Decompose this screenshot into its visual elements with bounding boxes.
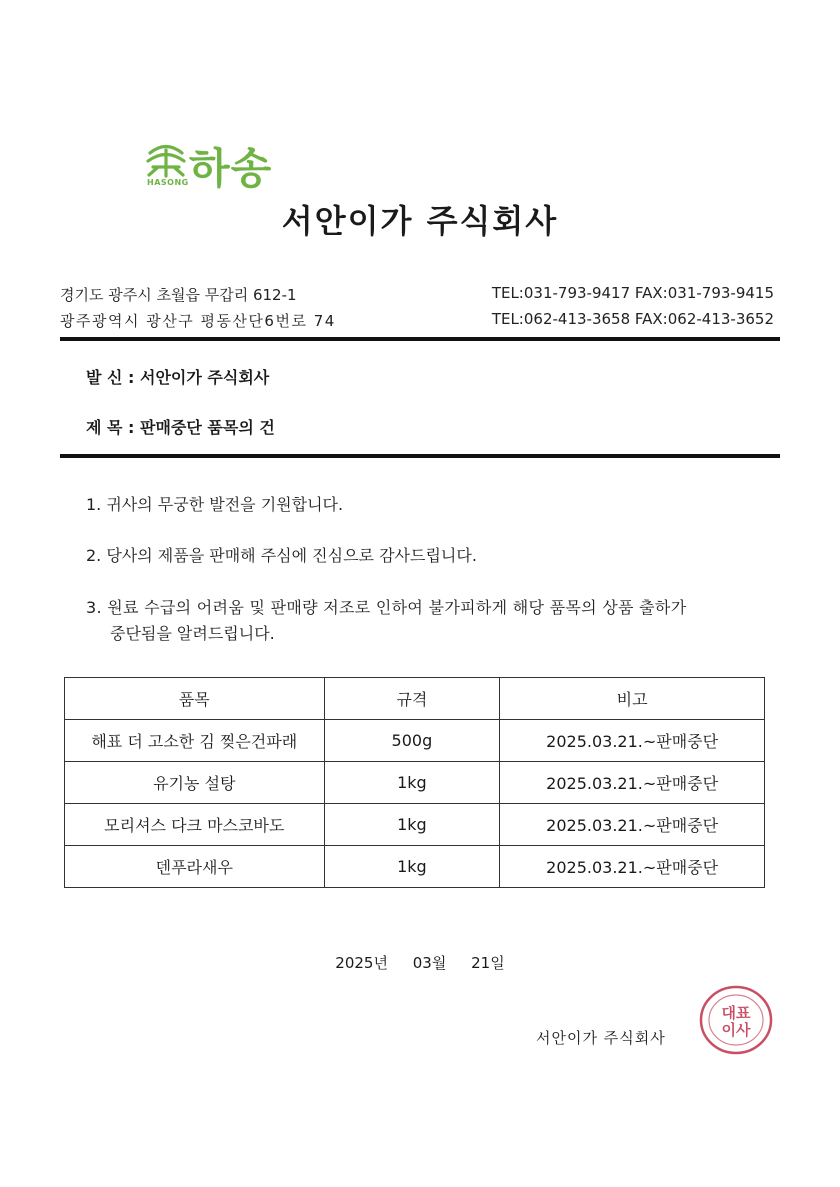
item-note-cell: 2025.03.21.~판매중단	[500, 720, 765, 762]
column-header-item: 품목	[65, 678, 325, 720]
date-day: 21일	[471, 954, 505, 972]
table-row	[65, 804, 765, 846]
address-line-2: 광주광역시 광산구 평동산단6번로 74	[60, 312, 336, 330]
logo-name: 하송	[189, 144, 273, 193]
company-seal-icon	[697, 983, 775, 1057]
table-header-row	[65, 678, 765, 720]
header-divider	[60, 337, 780, 341]
date-month: 03월	[412, 954, 447, 972]
company-title: 서안이가 주식회사	[281, 202, 559, 240]
paragraph-2: 2. 당사의 제품을 판매해 주심에 진심으로 감사드립니다.	[86, 546, 477, 565]
company-logo	[145, 140, 275, 192]
item-spec-cell: 1kg	[324, 804, 500, 846]
item-spec-cell: 1kg	[324, 846, 500, 888]
table-row	[65, 762, 765, 804]
item-note-cell: 2025.03.21.~판매중단	[500, 762, 765, 804]
pine-tree-logo-icon	[145, 142, 187, 178]
logo-subtitle: HASONG	[147, 178, 189, 187]
meta-divider	[60, 454, 780, 458]
column-header-note: 비고	[500, 678, 765, 720]
table-row	[65, 846, 765, 888]
address-line-1: 경기도 광주시 초월읍 무갑리 612-1	[60, 286, 297, 304]
item-name-cell: 모리셔스 다크 마스코바도	[65, 804, 325, 846]
item-note-cell: 2025.03.21.~판매중단	[500, 846, 765, 888]
paragraph-1: 1. 귀사의 무궁한 발전을 기원합니다.	[86, 495, 344, 514]
paragraph-3-line-1: 3. 원료 수급의 어려움 및 판매량 저조로 인하여 불가피하게 해당 품목의 상품 출하가	[86, 598, 687, 617]
subject-line: 제 목 : 판매중단 품목의 건	[86, 418, 275, 437]
item-name-cell: 덴푸라새우	[65, 846, 325, 888]
item-note-cell: 2025.03.21.~판매중단	[500, 804, 765, 846]
date-year: 2025년	[335, 954, 388, 972]
contact-line-2: TEL:062-413-3658 FAX:062-413-3652	[491, 310, 774, 328]
item-spec-cell: 1kg	[324, 762, 500, 804]
paragraph-3-line-2: 중단됨을 알려드립니다.	[110, 624, 275, 643]
sender-line: 발 신 : 서안이가 주식회사	[86, 368, 270, 387]
discontinued-items-table	[64, 677, 765, 888]
table-row	[65, 720, 765, 762]
item-spec-cell: 500g	[324, 720, 500, 762]
item-name-cell: 해표 더 고소한 김 찢은건파래	[65, 720, 325, 762]
item-name-cell: 유기농 설탕	[65, 762, 325, 804]
contact-line-1: TEL:031-793-9417 FAX:031-793-9415	[491, 284, 774, 302]
seal-text-bottom: 이사	[721, 1021, 751, 1039]
seal-text-top: 대표	[721, 1004, 751, 1022]
document-date	[0, 952, 840, 973]
signature-company: 서안이가 주식회사	[536, 1029, 666, 1047]
column-header-spec: 규격	[324, 678, 500, 720]
